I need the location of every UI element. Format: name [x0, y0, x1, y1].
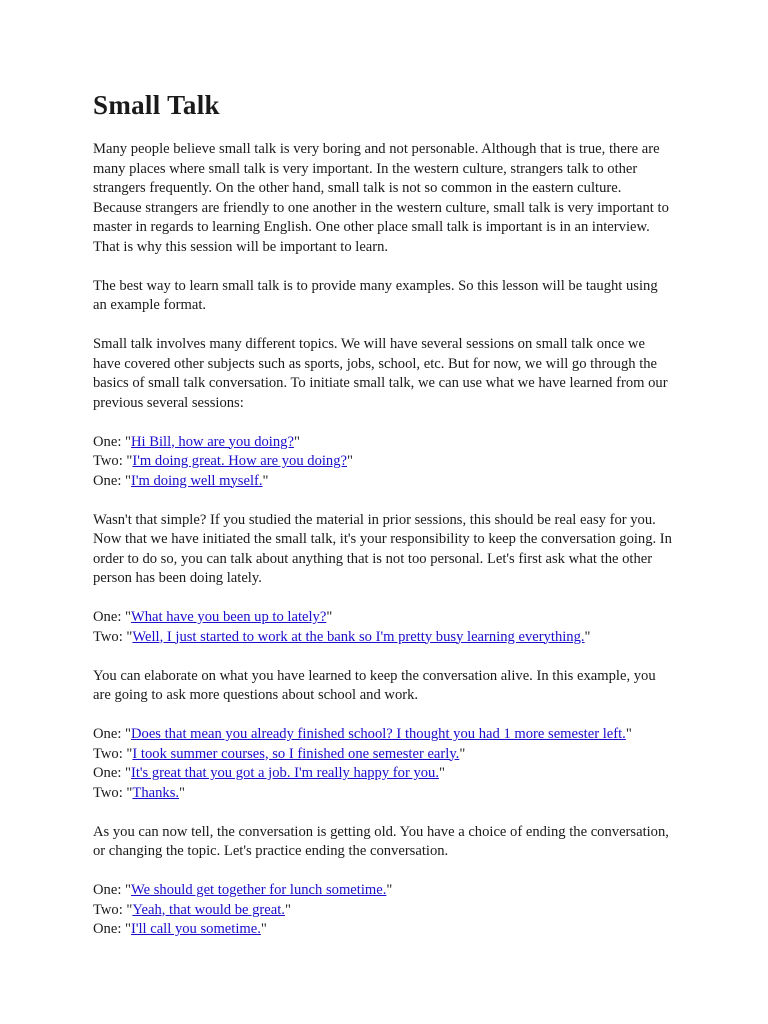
- quote-close: ": [625, 726, 632, 742]
- dialog-line: [93, 881, 673, 901]
- dialog-lately: [93, 608, 673, 647]
- document-page: [93, 88, 673, 959]
- dialog-line: [93, 725, 673, 745]
- dialog-farewell: [93, 881, 673, 940]
- paragraph-elaborate: You can elaborate on what you have learned to keep the conversation alive. In this example, you are going to ask more questions about school and work.: [93, 667, 656, 703]
- quote-close: ": [584, 628, 591, 645]
- quote-close: ": [179, 784, 185, 801]
- dialog-link[interactable]: We should get together for lunch sometime.: [130, 882, 387, 898]
- paragraph-continue: Wasn't that simple? If you studied the material in prior sessions, this should be real easy for you. Now that we have initiated the small talk, it's your responsibility to keep the conversation going. In order to do so, you can talk about anything that is not too personal. Let's first ask what the other person has been doing lately.: [93, 511, 672, 586]
- dialog-link[interactable]: Hi Bill, how are you doing?: [130, 433, 294, 450]
- speaker-label: Two: ": [93, 784, 133, 801]
- dialog-link[interactable]: Yeah, that would be great.: [132, 901, 285, 918]
- dialog-line: [93, 433, 673, 453]
- dialog-line: [93, 901, 673, 921]
- speaker-label: Two: ": [93, 628, 133, 645]
- dialog-school-work: [93, 725, 673, 803]
- dialog-link[interactable]: I took summer courses, so I finished one semester early.: [132, 745, 460, 762]
- speaker-label: Two: ": [93, 901, 133, 918]
- dialog-link[interactable]: What have you been up to lately?: [130, 609, 327, 625]
- quote-close: ": [262, 472, 269, 489]
- dialog-line: [93, 608, 673, 628]
- quote-close: ": [439, 765, 445, 781]
- speaker-label: One: ": [93, 609, 131, 625]
- quote-close: ": [260, 921, 267, 937]
- dialog-link[interactable]: Thanks.: [132, 784, 180, 801]
- paragraph-ending: As you can now tell, the conversation is getting old. You have a choice of ending the conversation, or changing the topic. Let's practice ending the conversation.: [93, 823, 669, 859]
- dialog-line: [93, 784, 673, 804]
- speaker-label: One: ": [93, 472, 131, 489]
- dialog-line: [93, 920, 673, 940]
- dialog-line: [93, 472, 673, 492]
- quote-close: ": [347, 453, 353, 469]
- speaker-label: Two: ": [93, 453, 133, 469]
- dialog-link[interactable]: I'll call you sometime.: [130, 921, 261, 937]
- dialog-link[interactable]: It's great that you got a job. I'm really happy for you.: [130, 765, 439, 781]
- quote-close: ": [293, 433, 300, 450]
- dialog-link[interactable]: I'm doing well myself.: [130, 472, 263, 489]
- speaker-label: One: ": [93, 882, 131, 898]
- dialog-greeting: [93, 433, 673, 492]
- quote-close: ": [459, 745, 466, 762]
- paragraph-intro: Many people believe small talk is very boring and not personable. Although that is true, there are many places where small talk is very important. In the western culture, strangers talk to other strangers frequently. On the other hand, small talk is not so common in the eastern culture. Because strangers are friendly to one another in the western culture, small talk is very important to master in regards to learning English. One other place small talk is important is in an interview. That is why this session will be important to learn.: [93, 141, 669, 255]
- quote-close: ": [326, 609, 333, 625]
- paragraph-topics: Small talk involves many different topics. We will have several sessions on small talk once we have covered other subjects such as sports, jobs, school, etc. But for now, we will go through the basics of small talk conversation. To initiate small talk, we can use what we have learned from our previous several sessions:: [93, 336, 668, 411]
- dialog-link[interactable]: Well, I just started to work at the bank so I'm pretty busy learning everything.: [132, 628, 585, 645]
- page-title: Small Talk: [93, 90, 220, 120]
- quote-close: ": [386, 882, 393, 898]
- dialog-link[interactable]: I'm doing great. How are you doing?: [132, 453, 347, 469]
- dialog-link[interactable]: Does that mean you already finished school? I thought you had 1 more semester left.: [130, 726, 626, 742]
- quote-close: ": [284, 901, 291, 918]
- speaker-label: One: ": [93, 433, 131, 450]
- speaker-label: One: ": [93, 726, 131, 742]
- speaker-label: One: ": [93, 921, 131, 937]
- dialog-line: [93, 745, 673, 765]
- dialog-line: [93, 628, 673, 648]
- speaker-label: Two: ": [93, 745, 133, 762]
- dialog-line: [93, 452, 673, 472]
- dialog-line: [93, 764, 673, 784]
- paragraph-examples: The best way to learn small talk is to provide many examples. So this lesson will be taught using an example format.: [93, 277, 658, 313]
- speaker-label: One: ": [93, 765, 131, 781]
